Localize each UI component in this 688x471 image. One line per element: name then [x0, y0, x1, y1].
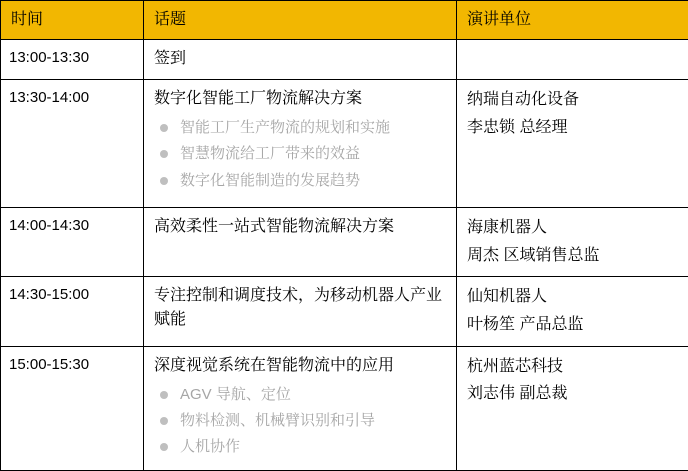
list-item [154, 115, 446, 141]
row-org-cell [457, 40, 688, 80]
list-item-label: 数字化智能制造的发展趋势 [180, 172, 360, 189]
row-topic-cell [144, 40, 457, 80]
column-header-org-label: 演讲单位 [457, 1, 688, 39]
column-header-topic-label: 话题 [144, 1, 456, 39]
table-row [1, 208, 688, 277]
list-item [154, 382, 446, 408]
row-topic-title: 深度视觉系统在智能物流中的应用 [154, 354, 446, 378]
row-time-cell [1, 208, 144, 277]
row-time-cell [1, 40, 144, 80]
row-time-cell [1, 80, 144, 208]
table-row [1, 40, 688, 80]
list-item-label: 物料检测、机械臂识别和引导 [180, 412, 375, 429]
row-org-cell [457, 277, 688, 346]
row-time-label: 13:00-13:30 [1, 40, 143, 77]
list-item-label: 人机协作 [180, 438, 240, 455]
table-row [1, 277, 688, 346]
list-item-label: AGV 导航、定位 [180, 386, 291, 403]
bullet-dot-icon [160, 443, 168, 451]
row-topic-cell [144, 80, 457, 208]
bullet-dot-icon [160, 150, 168, 158]
org-speaker: 叶杨笙 产品总监 [467, 312, 678, 338]
bullet-dot-icon [160, 177, 168, 185]
topic-bullet-list [154, 382, 446, 461]
list-item-label: 智能工厂生产物流的规划和实施 [180, 119, 390, 136]
row-topic-cell [144, 277, 457, 346]
bullet-dot-icon [160, 417, 168, 425]
list-item [154, 434, 446, 460]
row-time-label: 14:30-15:00 [1, 277, 143, 314]
row-time-cell [1, 346, 144, 470]
column-header-time [1, 1, 144, 40]
org-speaker: 李忠锁 总经理 [467, 115, 678, 141]
row-org-cell [457, 208, 688, 277]
row-topic-title: 专注控制和调度技术，为移动机器人产业赋能 [154, 284, 446, 332]
org-name: 海康机器人 [467, 215, 678, 241]
row-time-label: 15:00-15:30 [1, 347, 143, 384]
org-name: 仙知机器人 [467, 284, 678, 310]
row-time-label: 13:30-14:00 [1, 80, 143, 117]
table-row [1, 346, 688, 470]
row-topic-title: 高效柔性一站式智能物流解决方案 [154, 215, 446, 239]
row-topic-title: 签到 [154, 47, 446, 71]
bullet-dot-icon [160, 391, 168, 399]
list-item [154, 168, 446, 194]
list-item-label: 智慧物流给工厂带来的效益 [180, 145, 360, 162]
row-org-cell [457, 80, 688, 208]
row-org-cell [457, 346, 688, 470]
org-speaker: 刘志伟 副总裁 [467, 381, 678, 407]
org-speaker: 周杰 区域销售总监 [467, 243, 678, 269]
table-header-row [1, 1, 688, 40]
list-item [154, 141, 446, 167]
topic-bullet-list [154, 115, 446, 194]
row-topic-cell [144, 346, 457, 470]
row-topic-cell [144, 208, 457, 277]
row-time-label: 14:00-14:30 [1, 208, 143, 245]
row-time-cell [1, 277, 144, 346]
column-header-org [457, 1, 688, 40]
row-topic-title: 数字化智能工厂物流解决方案 [154, 87, 446, 111]
org-name: 纳瑞自动化设备 [467, 87, 678, 113]
org-name: 杭州蓝芯科技 [467, 354, 678, 380]
table-body [1, 40, 688, 470]
table-row [1, 80, 688, 208]
column-header-time-label: 时间 [1, 1, 143, 39]
bullet-dot-icon [160, 124, 168, 132]
column-header-topic [144, 1, 457, 40]
list-item [154, 408, 446, 434]
